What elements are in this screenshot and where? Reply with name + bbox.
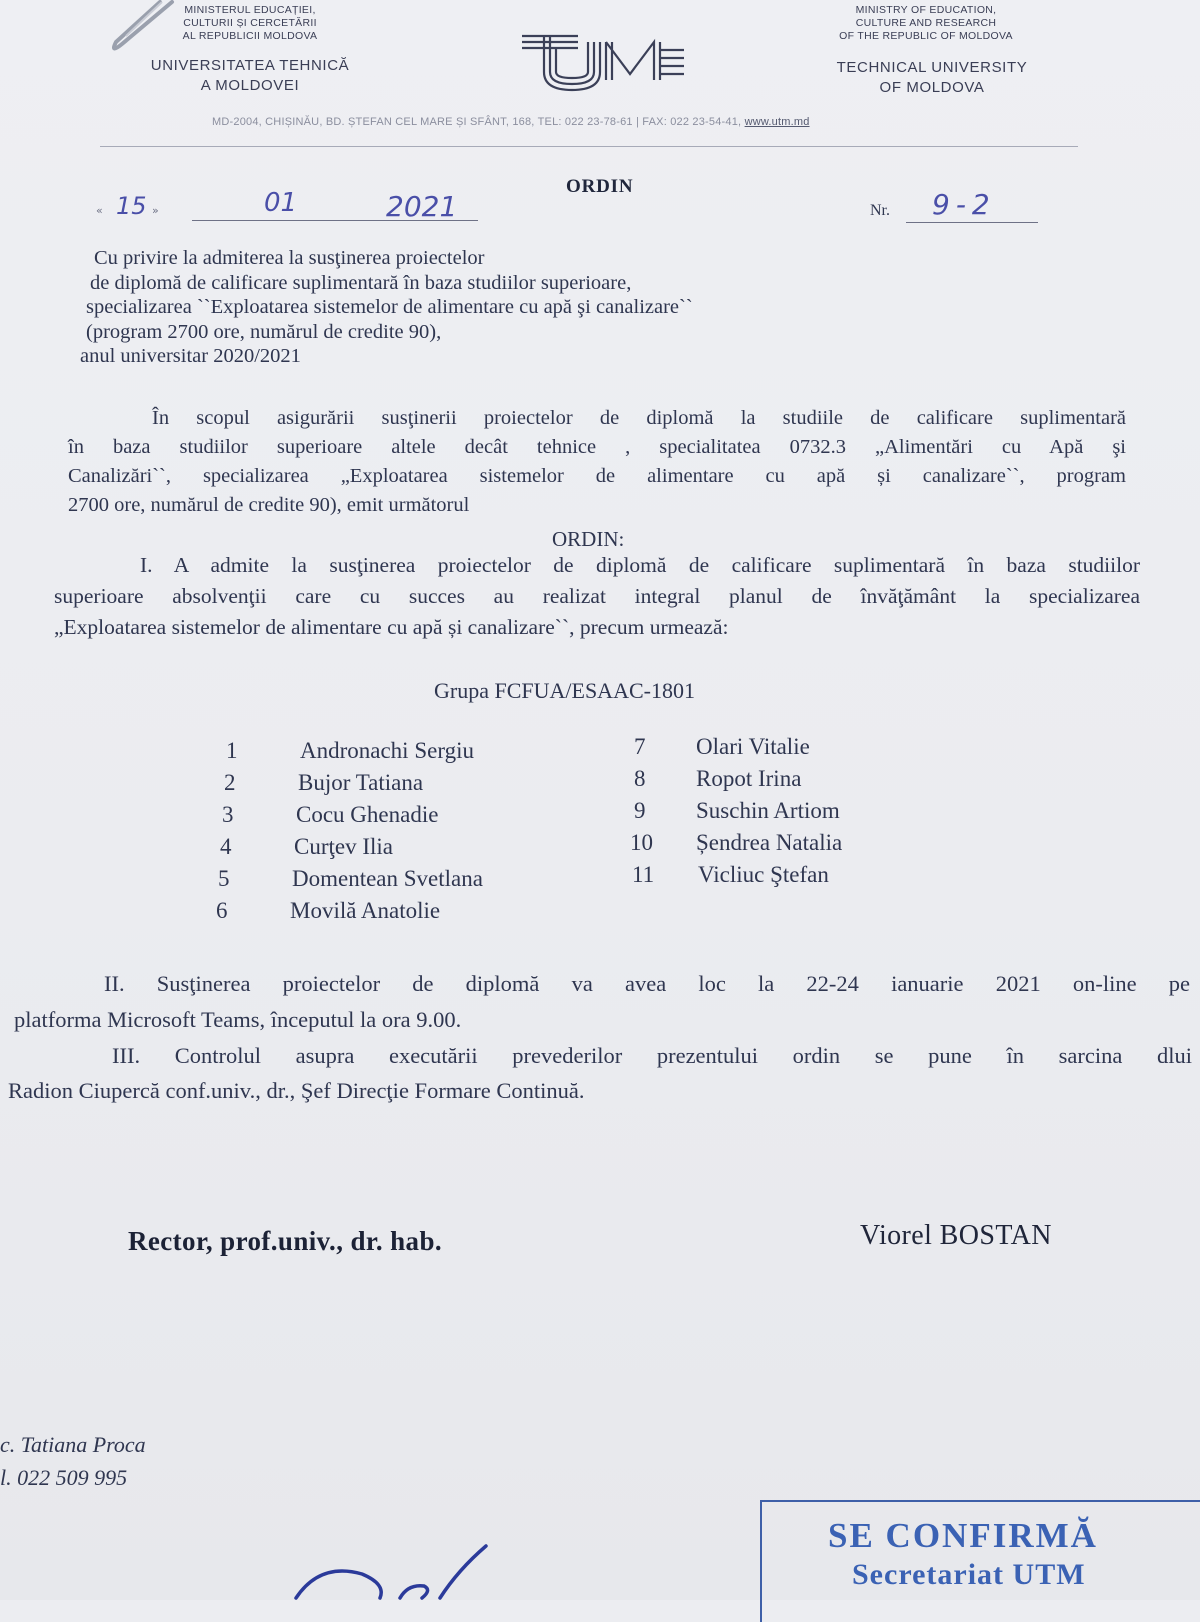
student-name: Ropot Irina <box>696 766 802 791</box>
ministry-ro-line: AL REPUBLICII MOLDOVA <box>182 30 318 42</box>
point-one-line: „Exploatarea sistemelor de alimentare cu apă și canalizare``, precum urmează: <box>54 615 729 639</box>
utm-logo <box>518 28 688 94</box>
university-ro <box>120 56 380 96</box>
header-divider <box>100 146 1078 147</box>
student-name: Movilă Anatolie <box>290 898 441 923</box>
ministry-ro <box>160 4 340 43</box>
students-right-list <box>630 734 930 904</box>
order-date <box>96 188 496 228</box>
nr-value: 9-2 <box>932 188 996 221</box>
address-text: MD-2004, CHIȘINĂU, BD. ȘTEFAN CEL MARE ȘI SFÂNT, 168, TEL: 022 23-78-61 | FAX: 022 23-54-41, <box>212 116 742 128</box>
ministry-en-line: CULTURE AND RESEARCH <box>855 17 997 29</box>
point-one-line: superioare absolvenţii care cu succes au realizat integral planul de învăţământ la specializarea <box>54 584 1140 608</box>
executor-phone: l. 022 509 995 <box>0 1465 128 1490</box>
student-name: Cocu Ghenadie <box>296 802 439 827</box>
student-name: Olari Vitalie <box>696 734 810 759</box>
ordin-heading: ORDIN: <box>552 527 625 551</box>
student-number: 8 <box>634 766 646 791</box>
point-two-line: platforma Microsoft Teams, începutul la ora 9.00. <box>14 1007 462 1032</box>
date-day: 15 <box>116 192 147 220</box>
ministry-ro-line: CULTURII ȘI CERCETĂRII <box>183 17 317 29</box>
utm-logo-text: UTM <box>518 28 521 29</box>
student-number: 10 <box>630 830 653 855</box>
nr-underline <box>906 222 1038 223</box>
ministry-ro-line: MINISTERUL EDUCAȚIEI, <box>184 4 316 16</box>
student-number: 7 <box>634 734 646 759</box>
point-three-line: III. Controlul asupra executării prevederilor prezentului ordin se pune în sarcina dlui <box>112 1043 1192 1068</box>
student-number: 2 <box>224 770 236 795</box>
university-en <box>812 58 1052 98</box>
executor-info <box>0 1428 146 1494</box>
nr-label: Nr. <box>870 202 890 219</box>
order-number <box>870 188 1040 230</box>
stamp-line-2: Secretariat UTM <box>852 1558 1086 1591</box>
ministry-en <box>826 4 1026 43</box>
signatory-title: Rector, prof.univ., dr. hab. <box>128 1226 443 1256</box>
order-title: ORDIN <box>566 176 634 197</box>
subject-line: specializarea ``Exploatarea sistemelor de alimentare cu apă şi canalizare`` <box>86 296 693 318</box>
student-name: Andronachi Sergiu <box>300 738 474 763</box>
university-en-line: TECHNICAL UNIVERSITY <box>836 59 1028 76</box>
subject-line: anul universitar 2020/2021 <box>80 345 301 367</box>
confirmation-stamp <box>760 1500 1200 1622</box>
order-subject <box>80 246 880 369</box>
university-ro-line: UNIVERSITATEA TEHNICĂ <box>150 57 350 74</box>
subject-line: (program 2700 ore, numărul de credite 90), <box>86 320 442 343</box>
ministry-en-line: MINISTRY OF EDUCATION, <box>855 4 997 16</box>
quote-close: » <box>152 204 159 217</box>
student-number: 9 <box>634 798 646 823</box>
stamp-line-1: SE CONFIRMĂ <box>828 1516 1098 1555</box>
utm-logo-icon <box>518 28 688 94</box>
student-number: 1 <box>226 738 238 763</box>
point-one <box>54 550 1140 643</box>
intro-line: Canalizări``, specializarea „Exploatarea sistemelor de alimentare cu apă și canalizare``, program <box>68 465 1126 487</box>
handwritten-signature <box>290 1540 510 1600</box>
student-name: Suschin Artiom <box>696 798 840 823</box>
student-name: Șendrea Natalia <box>696 830 843 855</box>
university-en-line: OF MOLDOVA <box>879 79 985 96</box>
ministry-en-line: OF THE REPUBLIC OF MOLDOVA <box>839 30 1013 42</box>
subject-line: de diplomă de calificare suplimentară în baza studiilor superioare, <box>90 271 632 294</box>
students-left-list <box>210 738 550 938</box>
quote-open: « <box>96 204 103 217</box>
point-two <box>14 966 1190 1038</box>
signatory-name: Viorel BOSTAN <box>860 1220 1052 1251</box>
date-year: 2021 <box>386 190 458 223</box>
date-month: 01 <box>264 188 298 218</box>
subject-line: Cu privire la admiterea la susţinerea proiectelor <box>94 247 485 269</box>
intro-paragraph <box>68 404 1126 520</box>
student-number: 4 <box>220 834 232 859</box>
student-number: 11 <box>632 862 655 887</box>
intro-line: în baza studiilor superioare altele decât tehnice , specialitatea 0732.3 „Alimentări cu Apă şi <box>68 436 1126 458</box>
student-name: Vicliuc Ştefan <box>698 862 829 887</box>
student-number: 3 <box>222 802 234 827</box>
student-name: Bujor Tatiana <box>298 770 424 795</box>
point-one-line: I. A admite la susţinerea proiectelor de diplomă de calificare suplimentară în baza studiilor <box>140 553 1140 577</box>
intro-line: În scopul asigurării susţinerii proiectelor de diplomă la studiile de calificare suplimentară <box>152 407 1126 429</box>
student-number: 6 <box>216 898 228 923</box>
header-address <box>212 116 810 128</box>
group-label: Grupa FCFUA/ESAAC-1801 <box>434 678 695 703</box>
university-ro-line: A MOLDOVEI <box>200 77 300 94</box>
point-three <box>8 1038 1192 1108</box>
point-three-line: Radion Ciupercă conf.univ., dr., Şef Direcţie Formare Continuă. <box>8 1078 585 1103</box>
student-name: Domentean Svetlana <box>292 866 483 891</box>
executor-name: c. Tatiana Proca <box>0 1432 146 1457</box>
website-link[interactable]: www.utm.md <box>744 116 810 128</box>
student-name: Curţev Ilia <box>294 834 393 859</box>
point-two-line: II. Susţinerea proiectelor de diplomă va avea loc la 22-24 ianuarie 2021 on-line pe <box>104 971 1190 996</box>
student-number: 5 <box>218 866 230 891</box>
intro-line: 2700 ore, numărul de credite 90), emit următorul <box>68 494 470 516</box>
